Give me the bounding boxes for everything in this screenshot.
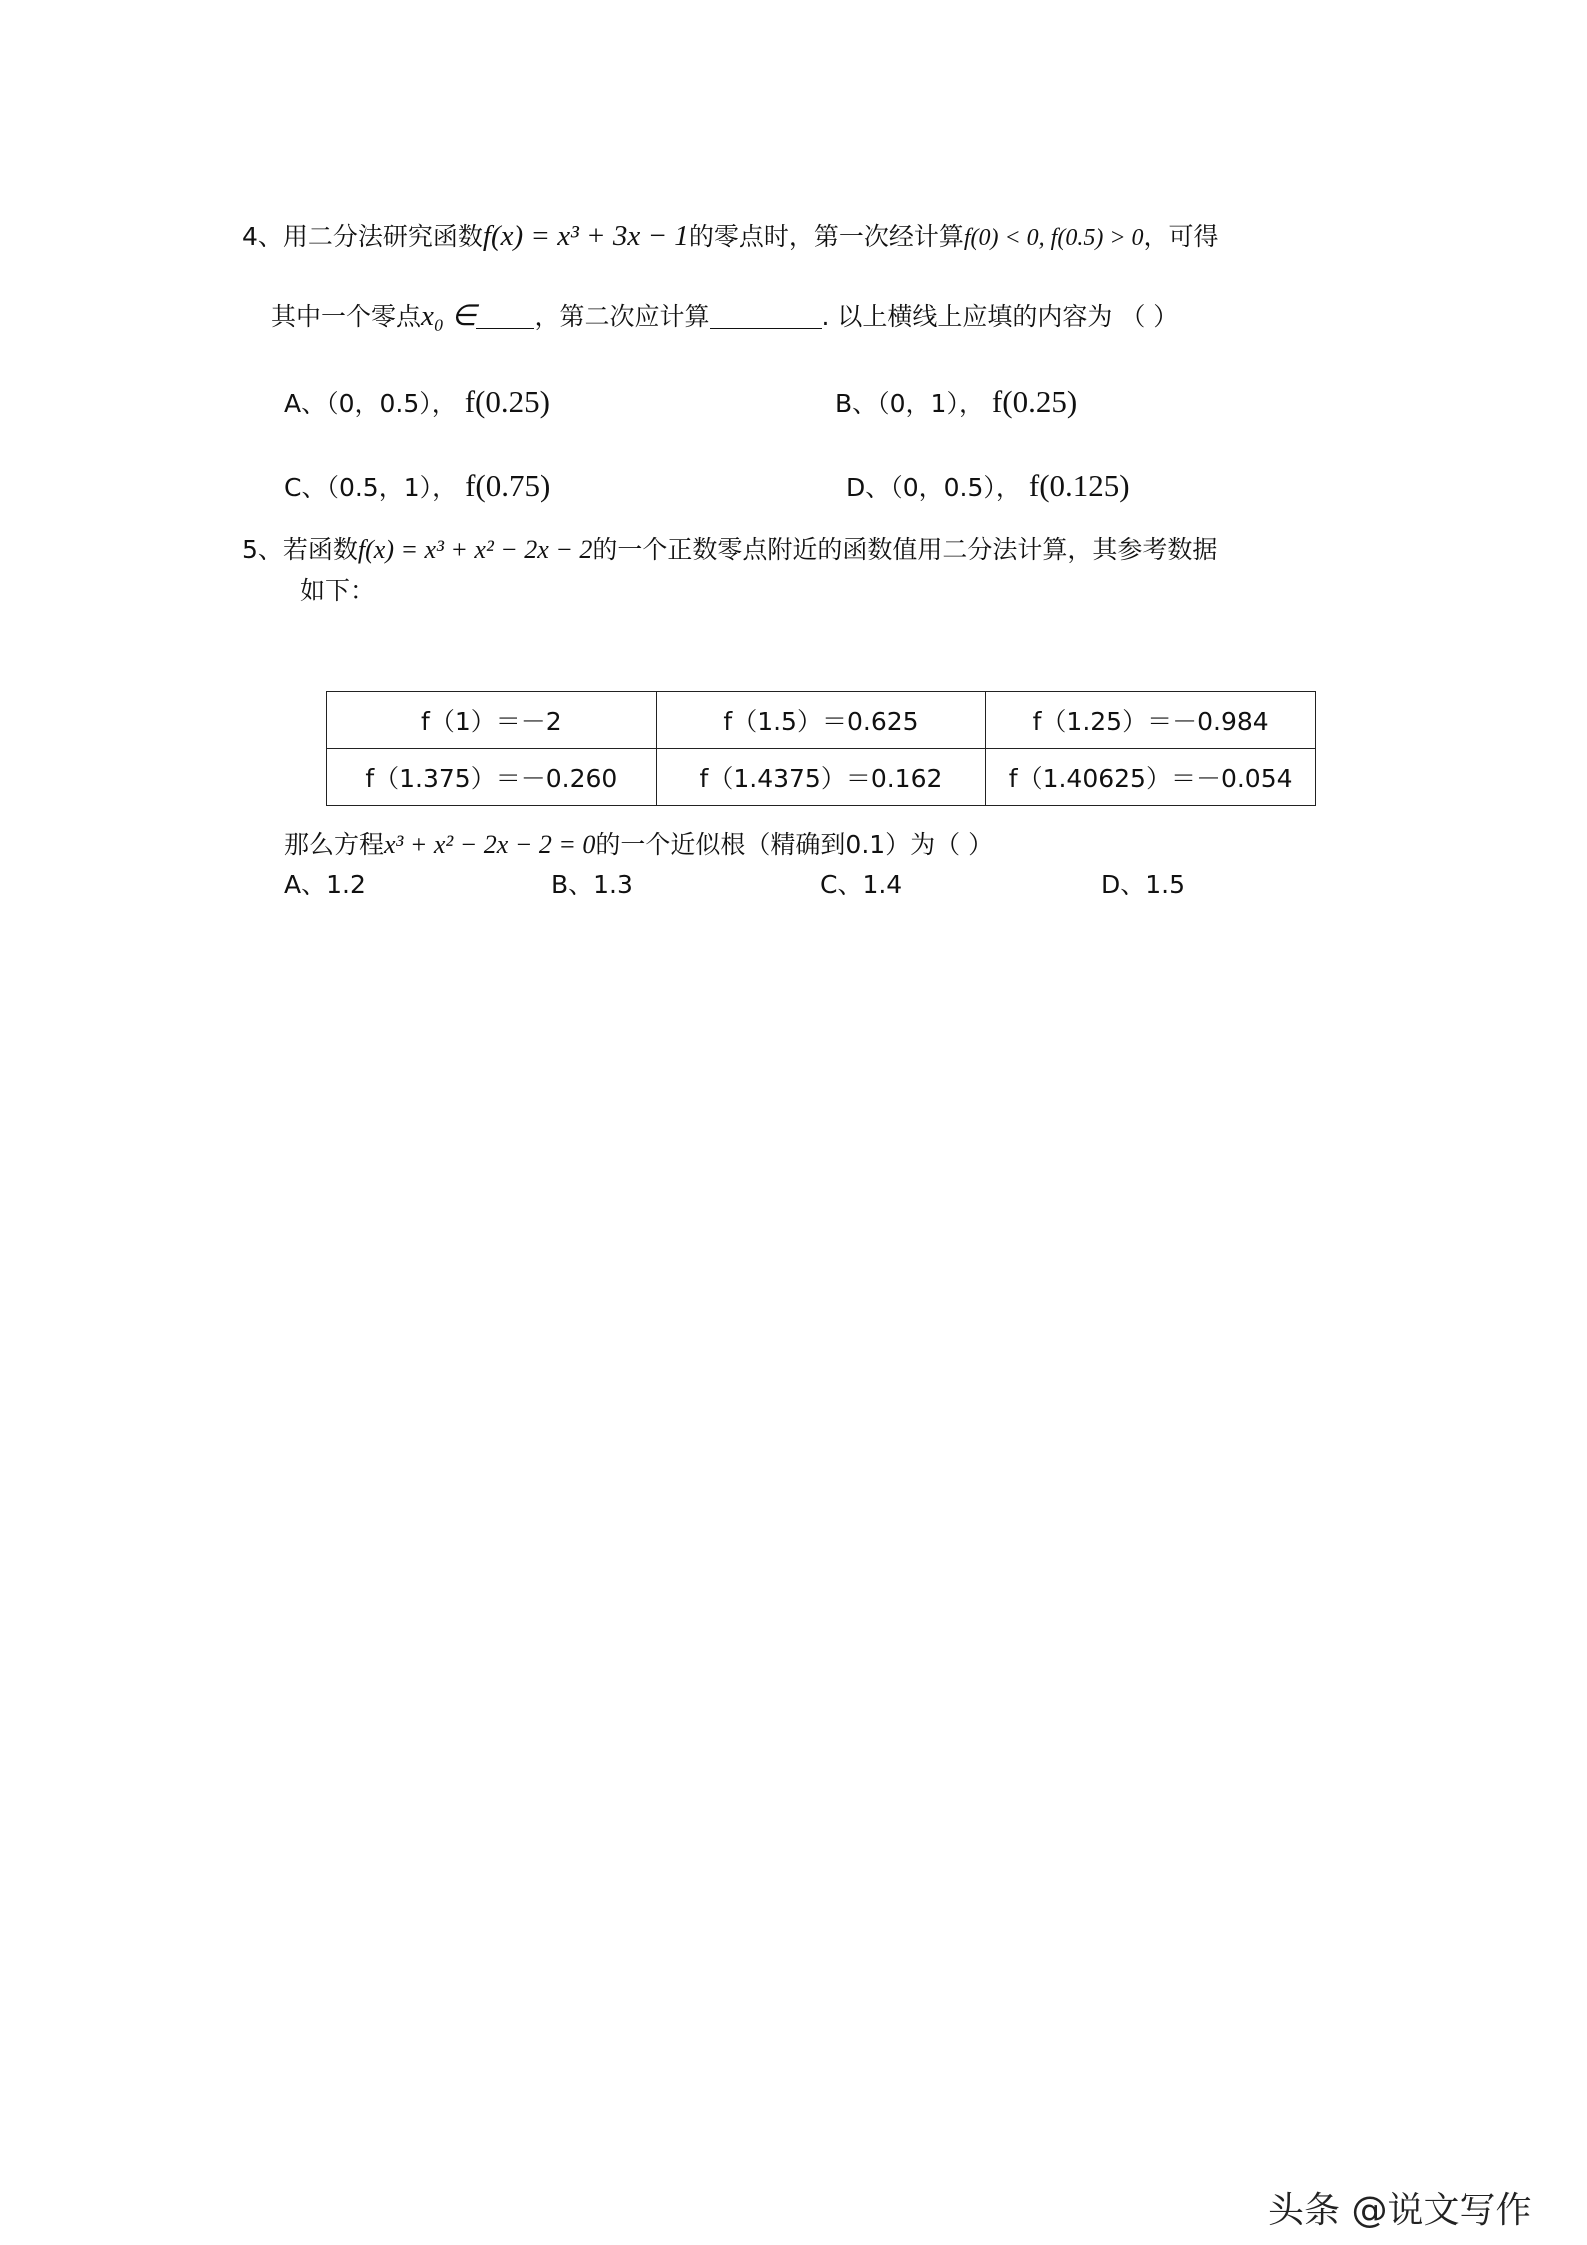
- q5-function: f(x) = x³ + x² − 2x − 2: [357, 535, 593, 564]
- table-cell: f（1.4375）＝0.162: [656, 749, 986, 806]
- table-row: [327, 749, 1316, 806]
- option-math: f(0.25): [991, 384, 1078, 419]
- option-math: f(0.125): [1028, 468, 1130, 503]
- q4-option-d: [846, 470, 1130, 501]
- option-math: f(0.25): [464, 384, 550, 419]
- option-math: f(0.75): [465, 468, 551, 503]
- q4-x0: x₀ ∈: [421, 300, 477, 332]
- q4-function: f(x) = x³ + 3x − 1: [482, 220, 689, 252]
- option-label: D、（0，0.5），: [846, 473, 1021, 502]
- q5-equation: x³ + x² − 2x − 2 = 0: [384, 830, 596, 859]
- q5-option-b: B、1.3: [551, 870, 633, 899]
- table-cell: f（1.25）＝－0.984: [986, 692, 1316, 749]
- q5-option-d: D、1.5: [1101, 870, 1186, 899]
- reference-data-table: [326, 691, 1316, 806]
- q5-line2: 如下：: [300, 576, 376, 605]
- q4-condition: f(0) < 0, f(0.5) > 0: [963, 225, 1144, 251]
- q4-line1: [242, 222, 1219, 251]
- q4-text: 其中一个零点: [271, 302, 422, 331]
- option-label: C、（0.5，1），: [284, 473, 458, 502]
- q4-option-b: [835, 386, 1077, 417]
- q4-text: 用二分法研究函数: [282, 222, 483, 251]
- q5-option-a: A、1.2: [284, 870, 366, 899]
- blank-1: [476, 303, 534, 329]
- q4-text: . 以上横线上应填的内容为 （ ）: [821, 302, 1179, 331]
- q4-text: ，可得: [1143, 222, 1219, 251]
- q4-text: 的零点时，第一次经计算: [688, 222, 964, 251]
- q5-text: 若函数: [282, 535, 358, 564]
- q5-text: 那么方程: [284, 830, 385, 859]
- q4-number: 4、: [242, 222, 283, 251]
- q4-line2: [271, 302, 1178, 331]
- q5-text: 的一个近似根（精确到0.1）为（ ）: [595, 830, 994, 859]
- table-cell: f（1.375）＝－0.260: [327, 749, 657, 806]
- table-cell: f（1.5）＝0.625: [656, 692, 986, 749]
- q5-question: [284, 832, 993, 858]
- q4-option-a: [284, 386, 550, 417]
- table-row: [327, 692, 1316, 749]
- q5-option-c: C、1.4: [820, 870, 903, 899]
- blank-2: [710, 303, 822, 329]
- watermark: 头条 @说文写作: [1268, 2190, 1532, 2231]
- q5-number: 5、: [242, 535, 283, 564]
- q4-option-c: [284, 470, 550, 501]
- q5-line1: [242, 537, 1217, 563]
- table-cell: f（1.40625）＝－0.054: [986, 749, 1316, 806]
- option-label: A、（0，0.5），: [284, 389, 457, 418]
- table-cell: f（1）＝－2: [327, 692, 657, 749]
- q4-text: ，第二次应计算: [534, 302, 710, 331]
- option-label: B、（0，1），: [835, 389, 984, 418]
- q5-text: 的一个正数零点附近的函数值用二分法计算，其参考数据: [592, 535, 1218, 564]
